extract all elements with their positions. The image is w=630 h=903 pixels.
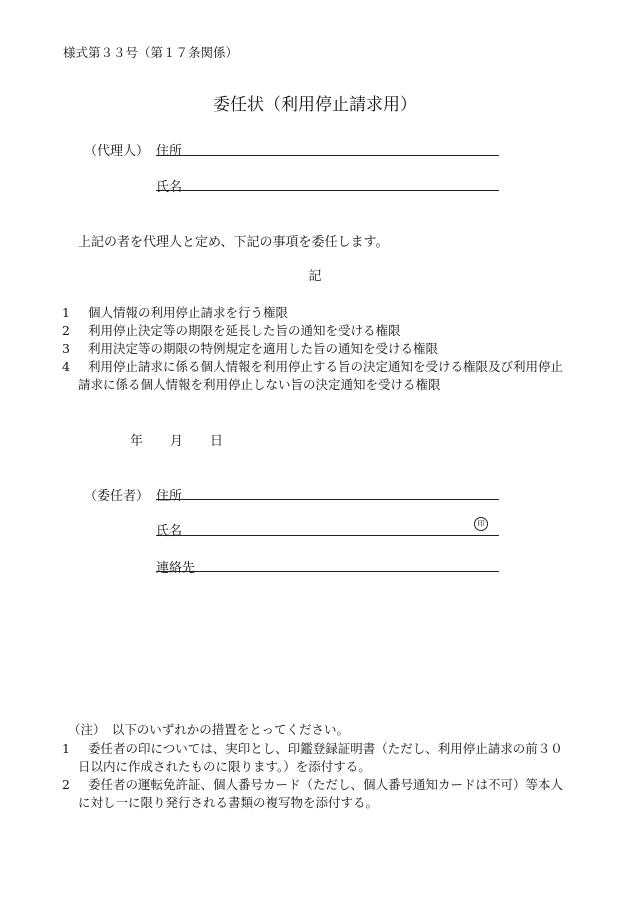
item-text: 利用決定等の期限の特例規定を適用した旨の通知を受ける権限 [88,341,439,356]
list-item [62,357,563,375]
date-year: 年 [130,434,144,449]
item-number: 3 [62,341,70,356]
principal-name-underline [156,535,499,536]
list-item [62,303,288,321]
document-title: 委任状（利用停止請求用） [213,95,417,115]
item-text: 個人情報の利用停止請求を行う権限 [88,305,289,320]
note-number: 1 [62,741,70,756]
date-month: 月 [170,434,184,449]
delegation-statement: 上記の者を代理人と定め、下記の事項を委任します。 [78,235,389,250]
item-text: 利用停止決定等の期限を延長した旨の通知を受ける権限 [88,323,401,338]
item-text-continuation: 請求に係る個人情報を利用停止しない旨の決定通知を受ける権限 [78,377,441,392]
principal-label: （委任者） [84,489,150,504]
list-item [62,775,563,793]
note-text-continuation: に対し一に限り発行される書類の複写物を添付する。 [78,795,379,810]
agent-label: （代理人） [84,144,150,159]
seal-mark-icon: 印 [474,517,488,531]
list-item [62,739,563,757]
agent-address-label: 住所 [156,144,183,159]
note-text: 委任者の印については、実印とし、印鑑登録証明書（ただし、利用停止請求の前３０ [88,741,563,756]
agent-address-underline [156,155,499,156]
notes-heading: （注） 以下のいずれかの措置をとってください。 [68,722,350,737]
date-day: 日 [210,434,224,449]
form-number: 様式第３３号（第１７条関係） [63,45,239,60]
principal-address-label: 住所 [156,489,183,504]
list-item [62,321,401,339]
principal-address-underline [156,499,499,500]
note-text: 委任者の運転免許証、個人番号カード（ただし、個人番号通知カードは不可）等本人 [88,777,564,792]
list-item [62,339,438,357]
principal-name-label: 氏名 [156,524,183,539]
ki-heading: 記 [308,269,322,284]
principal-contact-underline [156,571,499,572]
agent-name-underline [156,190,499,191]
item-number: 2 [62,323,70,338]
agent-name-label: 氏名 [156,180,183,195]
note-number: 2 [62,777,70,792]
item-number: 1 [62,305,70,320]
item-number: 4 [62,359,70,374]
principal-contact-label: 連絡先 [156,561,196,576]
note-text-continuation: 日以内に作成されたものに限ります。）を添付する。 [78,759,371,774]
item-text: 利用停止請求に係る個人情報を利用停止する旨の決定通知を受ける権限及び利用停止 [88,359,564,374]
